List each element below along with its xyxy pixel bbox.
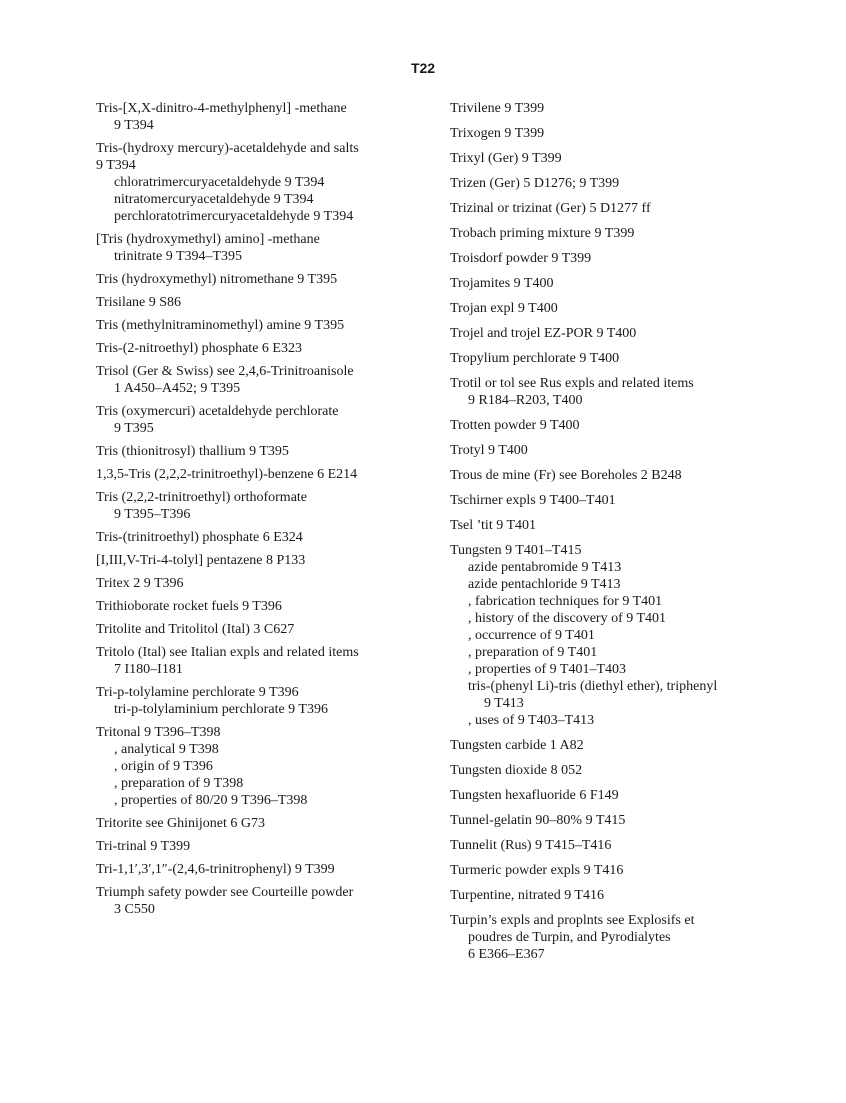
entry-line: poudres de Turpin, and Pyrodialytes (468, 930, 671, 945)
index-entry (450, 375, 780, 409)
entry-heading: Tris (methylnitraminomethyl) amine 9 T395 (96, 318, 345, 333)
index-entry (96, 529, 436, 546)
entry-heading: Tritonal 9 T396–T398 (96, 725, 221, 740)
entry-heading: Trixyl (Ger) 9 T399 (450, 151, 562, 166)
entry-line: nitratomercuryacetaldehyde 9 T394 (114, 192, 314, 207)
index-column-left (96, 100, 436, 924)
entry-heading: Tunnel-gelatin 90–80% 9 T415 (450, 813, 626, 828)
entry-heading: Tritolite and Tritolitol (Ital) 3 C627 (96, 622, 295, 637)
index-entry (450, 862, 780, 879)
entry-line: azide pentachloride 9 T413 (468, 577, 621, 592)
index-entry (96, 684, 436, 718)
entry-heading: Turpin’s expls and proplnts see Explosifs et (450, 913, 695, 928)
entry-heading: Tris (2,2,2-trinitroethyl) orthoformate (96, 490, 308, 505)
index-entry (450, 787, 780, 804)
index-entry (450, 887, 780, 904)
entry-heading: Trixogen 9 T399 (450, 126, 545, 141)
entry-line: 9 R184–R203, T400 (468, 393, 583, 408)
index-entry (96, 271, 436, 288)
entry-heading: Trizinal or trizinat (Ger) 5 D1277 ff (450, 201, 651, 216)
entry-line: , preparation of 9 T398 (114, 776, 244, 791)
entry-heading: [I,III,V-Tri-4-tolyl] pentazene 8 P133 (96, 553, 306, 568)
entry-heading: Trous de mine (Fr) see Boreholes 2 B248 (450, 468, 682, 483)
entry-heading: Tungsten carbide 1 A82 (450, 738, 584, 753)
entry-heading: Tris (thionitrosyl) thallium 9 T395 (96, 444, 289, 459)
index-entry (450, 150, 780, 167)
entry-heading: Trobach priming mixture 9 T399 (450, 226, 635, 241)
index-entry (450, 300, 780, 317)
index-entry (96, 443, 436, 460)
entry-heading: Tsel ’tit 9 T401 (450, 518, 537, 533)
entry-line: 3 C550 (114, 902, 155, 917)
entry-line: 6 E366–E367 (468, 947, 545, 962)
entry-line: , uses of 9 T403–T413 (468, 713, 595, 728)
entry-heading: Tungsten 9 T401–T415 (450, 543, 582, 558)
entry-heading: Trotten powder 9 T400 (450, 418, 580, 433)
entry-heading: Tris-[X,X-dinitro-4-methylphenyl] -methane (96, 101, 347, 116)
entry-heading: Trivilene 9 T399 (450, 101, 545, 116)
index-entry (96, 363, 436, 397)
entry-line: , properties of 9 T401–T403 (468, 662, 626, 677)
entry-heading: Tunnelit (Rus) 9 T415–T416 (450, 838, 612, 853)
entry-line: perchloratotrimercuryacetaldehyde 9 T394 (114, 209, 354, 224)
index-entry (96, 294, 436, 311)
index-entry (450, 325, 780, 342)
index-entry (96, 140, 436, 225)
entry-line: tris-(phenyl Li)-tris (diethyl ether), triphenyl (468, 679, 718, 694)
index-entry (96, 884, 436, 918)
index-entry (96, 575, 436, 592)
entry-heading: Trojamites 9 T400 (450, 276, 554, 291)
entry-heading: Trotyl 9 T400 (450, 443, 528, 458)
index-entry (96, 231, 436, 265)
index-entry (96, 724, 436, 809)
entry-heading: Trisilane 9 S86 (96, 295, 182, 310)
entry-heading: [Tris (hydroxymethyl) amino] -methane (96, 232, 320, 247)
index-column-right (450, 100, 780, 971)
entry-heading: Tris-(2-nitroethyl) phosphate 6 E323 (96, 341, 302, 356)
entry-heading: Tritorite see Ghinijonet 6 G73 (96, 816, 266, 831)
entry-line: azide pentabromide 9 T413 (468, 560, 622, 575)
index-entry (450, 837, 780, 854)
index-entry (96, 552, 436, 569)
entry-line: tri-p-tolylaminium perchlorate 9 T396 (114, 702, 328, 717)
entry-heading: Tungsten dioxide 8 052 (450, 763, 583, 778)
index-entry (96, 100, 436, 134)
entry-heading: Trojan expl 9 T400 (450, 301, 558, 316)
index-entry (450, 250, 780, 267)
entry-line: 9 T413 (484, 696, 524, 711)
entry-heading: Trotil or tol see Rus expls and related items (450, 376, 694, 391)
entry-heading: Trojel and trojel EZ-POR 9 T400 (450, 326, 637, 341)
index-entry (450, 275, 780, 292)
entry-line: trinitrate 9 T394–T395 (114, 249, 243, 264)
entry-heading: Tris (hydroxymethyl) nitromethane 9 T395 (96, 272, 338, 287)
entry-line: , fabrication techniques for 9 T401 (468, 594, 663, 609)
index-entry (450, 542, 780, 729)
index-entry (450, 350, 780, 367)
entry-heading: Troisdorf powder 9 T399 (450, 251, 592, 266)
entry-line: , origin of 9 T396 (114, 759, 213, 774)
index-entry (96, 861, 436, 878)
entry-heading: Tris (oxymercuri) acetaldehyde perchlorate (96, 404, 339, 419)
index-entry (450, 200, 780, 217)
entry-line: , properties of 80/20 9 T396–T398 (114, 793, 308, 808)
entry-heading: Tungsten hexafluoride 6 F149 (450, 788, 619, 803)
entry-line: 7 I180–I181 (114, 662, 183, 677)
index-entry (96, 403, 436, 437)
entry-heading: Tschirner expls 9 T400–T401 (450, 493, 616, 508)
index-entry (96, 489, 436, 523)
entry-line: 9 T395–T396 (114, 507, 191, 522)
index-entry (450, 100, 780, 117)
entry-line: chloratrimercuryacetaldehyde 9 T394 (114, 175, 325, 190)
entry-line: 1 A450–A452; 9 T395 (114, 381, 241, 396)
index-entry (450, 467, 780, 484)
entry-heading: Trisol (Ger & Swiss) see 2,4,6-Trinitroanisole (96, 364, 354, 379)
entry-heading: Trizen (Ger) 5 D1276; 9 T399 (450, 176, 620, 191)
index-entry (450, 737, 780, 754)
index-entry (450, 175, 780, 192)
index-entry (450, 762, 780, 779)
entry-heading: Tritolo (Ital) see Italian expls and related items (96, 645, 359, 660)
index-entry (450, 492, 780, 509)
index-entry (450, 912, 780, 963)
index-entry (96, 466, 436, 483)
entry-line: 9 T394 (114, 118, 154, 133)
entry-heading: Tri-trinal 9 T399 (96, 839, 191, 854)
index-entry (96, 621, 436, 638)
entry-line: 9 T394 (96, 158, 136, 173)
index-entry (96, 317, 436, 334)
entry-heading: Tris-(trinitroethyl) phosphate 6 E324 (96, 530, 303, 545)
index-entry (450, 417, 780, 434)
entry-heading: Tropylium perchlorate 9 T400 (450, 351, 620, 366)
index-entry (96, 340, 436, 357)
index-entry (450, 442, 780, 459)
index-entry (450, 125, 780, 142)
index-entry (450, 812, 780, 829)
index-entry (450, 517, 780, 534)
entry-heading: Trithioborate rocket fuels 9 T396 (96, 599, 282, 614)
entry-line: , preparation of 9 T401 (468, 645, 598, 660)
entry-heading: Tris-(hydroxy mercury)-acetaldehyde and salts (96, 141, 359, 156)
index-entry (96, 838, 436, 855)
entry-heading: Turmeric powder expls 9 T416 (450, 863, 624, 878)
page-number: T22 (410, 60, 436, 76)
entry-heading: Tri-p-tolylamine perchlorate 9 T396 (96, 685, 299, 700)
entry-line: 9 T395 (114, 421, 154, 436)
index-entry (96, 598, 436, 615)
entry-line: , occurrence of 9 T401 (468, 628, 595, 643)
entry-line: , history of the discovery of 9 T401 (468, 611, 667, 626)
entry-heading: Tri-1,1′,3′,1″-(2,4,6-trinitrophenyl) 9 T399 (96, 862, 335, 877)
index-entry (450, 225, 780, 242)
entry-line: , analytical 9 T398 (114, 742, 219, 757)
entry-heading: 1,3,5-Tris (2,2,2-trinitroethyl)-benzene 6 E214 (96, 467, 358, 482)
entry-heading: Turpentine, nitrated 9 T416 (450, 888, 604, 903)
index-entry (96, 644, 436, 678)
entry-heading: Triumph safety powder see Courteille powder (96, 885, 354, 900)
index-entry (96, 815, 436, 832)
entry-heading: Tritex 2 9 T396 (96, 576, 184, 591)
